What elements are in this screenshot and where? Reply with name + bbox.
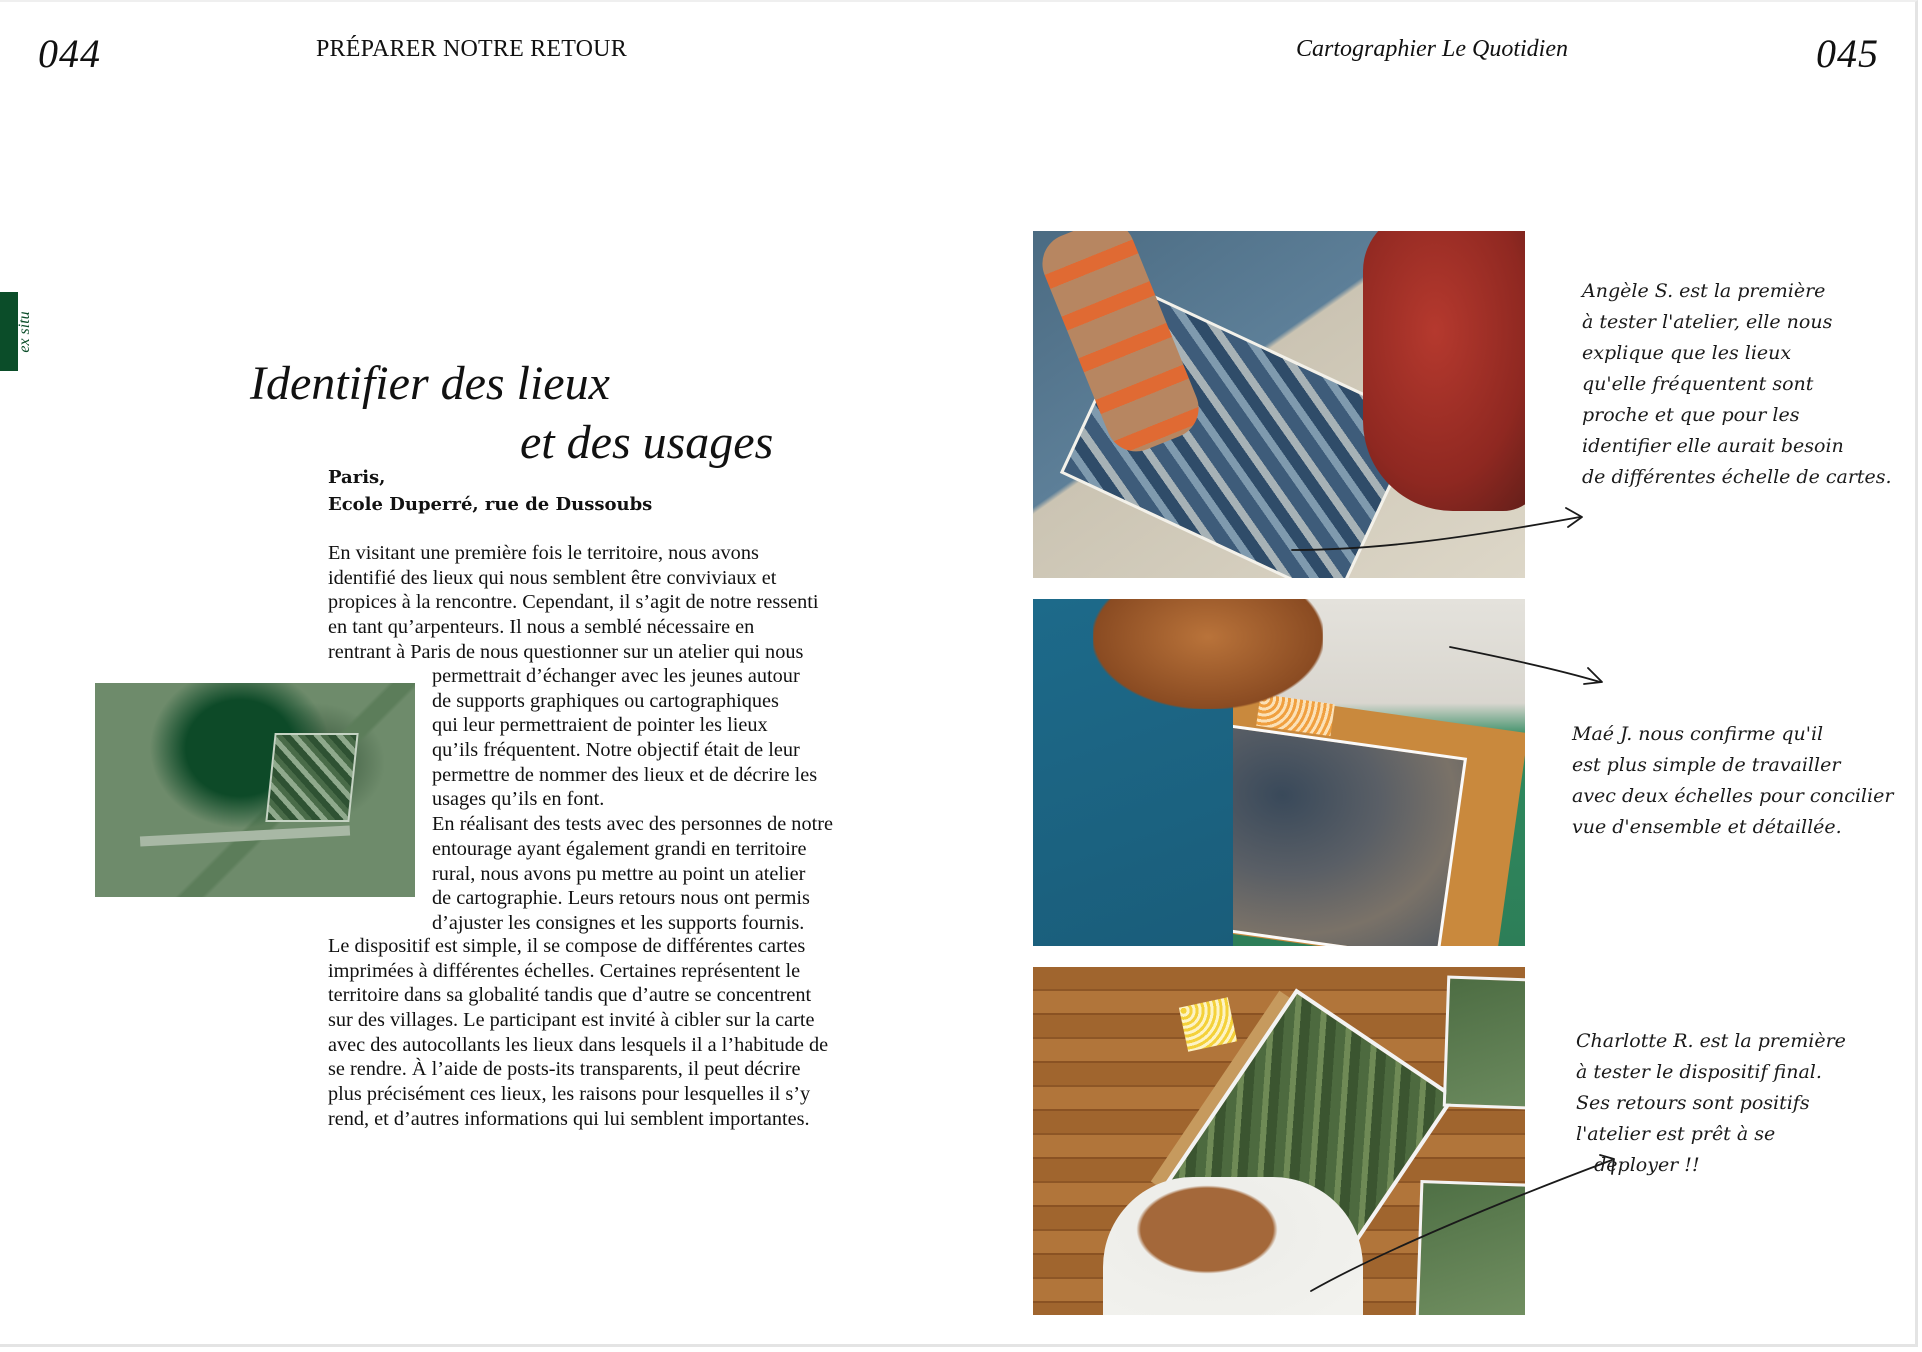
text-line: En réalisant des tests avec des personnes de notre [432,813,833,836]
text-line: de cartographie. Leurs retours nous ont permis [432,887,810,910]
text-line: rentrant à Paris de nous questionner sur un atelier qui nous [328,640,804,663]
note-line: Charlotte R. est la première [1576,1030,1846,1052]
text-line: en tant qu’arpenteurs. Il nous a semblé nécessaire en [328,616,755,639]
note-line: est plus simple de travailler [1572,754,1841,776]
text-line: propices à la rencontre. Cependant, il s’agit de notre ressenti [328,591,819,614]
text-line: territoire dans sa globalité tandis que d’autre se concentrent [328,984,812,1007]
note-line: de différentes échelle de cartes. [1582,466,1892,488]
note-line: Angèle S. est la première [1582,280,1826,302]
workshop-photo-2 [1033,599,1525,946]
body-paragraph-1 [328,541,819,664]
note-line: Ses retours sont positifs [1576,1092,1810,1114]
text-line: plus précisément ces lieux, les raisons pour lesquelles il s’y [328,1083,811,1106]
right-page-number: 045 [1816,31,1879,76]
text-line: rural, nous avons pu mettre au point un atelier [432,862,806,885]
note-line: à tester le dispositif final. [1576,1061,1822,1083]
text-line: En visitant une première fois le territoire, nous avons [328,542,759,564]
right-running-title: Cartographier Le Quotidien [1296,36,1569,62]
body-paragraph-3 [328,934,828,1132]
handwritten-note-2 [1572,719,1893,843]
note-line: proche et que pour les [1582,404,1800,426]
text-line: Le dispositif est simple, il se compose de différentes cartes [328,935,806,957]
handwritten-note-3 [1576,1026,1846,1181]
article-title-line2: et des usages [520,416,774,469]
photo-ruler-detail [140,826,350,847]
note-line: identifier elle aurait besoin [1582,435,1844,457]
location-city: Paris, [328,467,386,488]
text-line: qui leur permettraient de pointer les lieux [432,714,768,737]
village-map-detail-2 [1443,976,1525,1110]
text-line: identifié des lieux qui nous semblent être conviviaux et [328,566,777,589]
green-duotone-photo [95,683,415,897]
curly-hair-detail [1093,599,1323,709]
article-title-line1: Identifier des lieux [250,357,610,410]
text-line: rend, et d’autres informations qui lui semblent importantes. [328,1107,810,1130]
note-line: avec deux échelles pour concilier [1572,785,1894,807]
note-line: vue d'ensemble et détaillée. [1572,816,1842,838]
note-line: deployer !! [1576,1154,1700,1176]
text-line: avec des autocollants les lieux dans lesquels il a l’habitude de [328,1033,829,1056]
text-line: entourage ayant également grandi en territoire [432,837,807,860]
village-map-detail-3 [1416,1180,1525,1315]
note-line: Maé J. nous confirme qu'il [1572,723,1824,745]
text-line: permettrait d’échanger avec les jeunes autour [432,665,800,687]
red-hair-detail [1363,231,1525,511]
section-tab-label [16,311,34,353]
photo-map-detail [265,733,358,822]
text-line: qu’ils fréquentent. Notre objectif était de leur [432,739,800,762]
note-line: qu'elle fréquentent sont [1582,373,1814,395]
text-line: d’ajuster les consignes et les supports fournis. [432,911,805,934]
note-line: explique que les lieux [1582,342,1792,364]
participant-detail [1103,1177,1363,1315]
note-line: à tester l'atelier, elle nous [1582,311,1833,333]
location-heading [328,464,652,518]
handwritten-note-1 [1582,276,1892,493]
section-tab-text: ex situ [16,311,33,353]
location-address: Ecole Duperré, rue de Dussoubs [328,494,653,515]
note-line: l'atelier est prêt à se [1576,1123,1776,1145]
text-line: de supports graphiques ou cartographiques [432,689,779,712]
text-line: usages qu’ils en font. [432,788,605,811]
sticker-sheet-detail [1179,997,1237,1051]
workshop-photo-3 [1033,967,1525,1315]
text-line: imprimées à différentes échelles. Certaines représentent le [328,959,801,982]
left-running-title: PRÉPARER NOTRE RETOUR [316,36,627,62]
text-line: permettre de nommer des lieux et de décrire les [432,763,818,786]
text-line: se rendre. À l’aide de posts-its transparents, il peut décrire [328,1058,801,1081]
text-line: sur des villages. Le participant est invité à cibler sur la carte [328,1009,815,1032]
workshop-photo-1 [1033,231,1525,578]
body-paragraph-2 [432,664,833,936]
left-page-number: 044 [38,31,101,76]
